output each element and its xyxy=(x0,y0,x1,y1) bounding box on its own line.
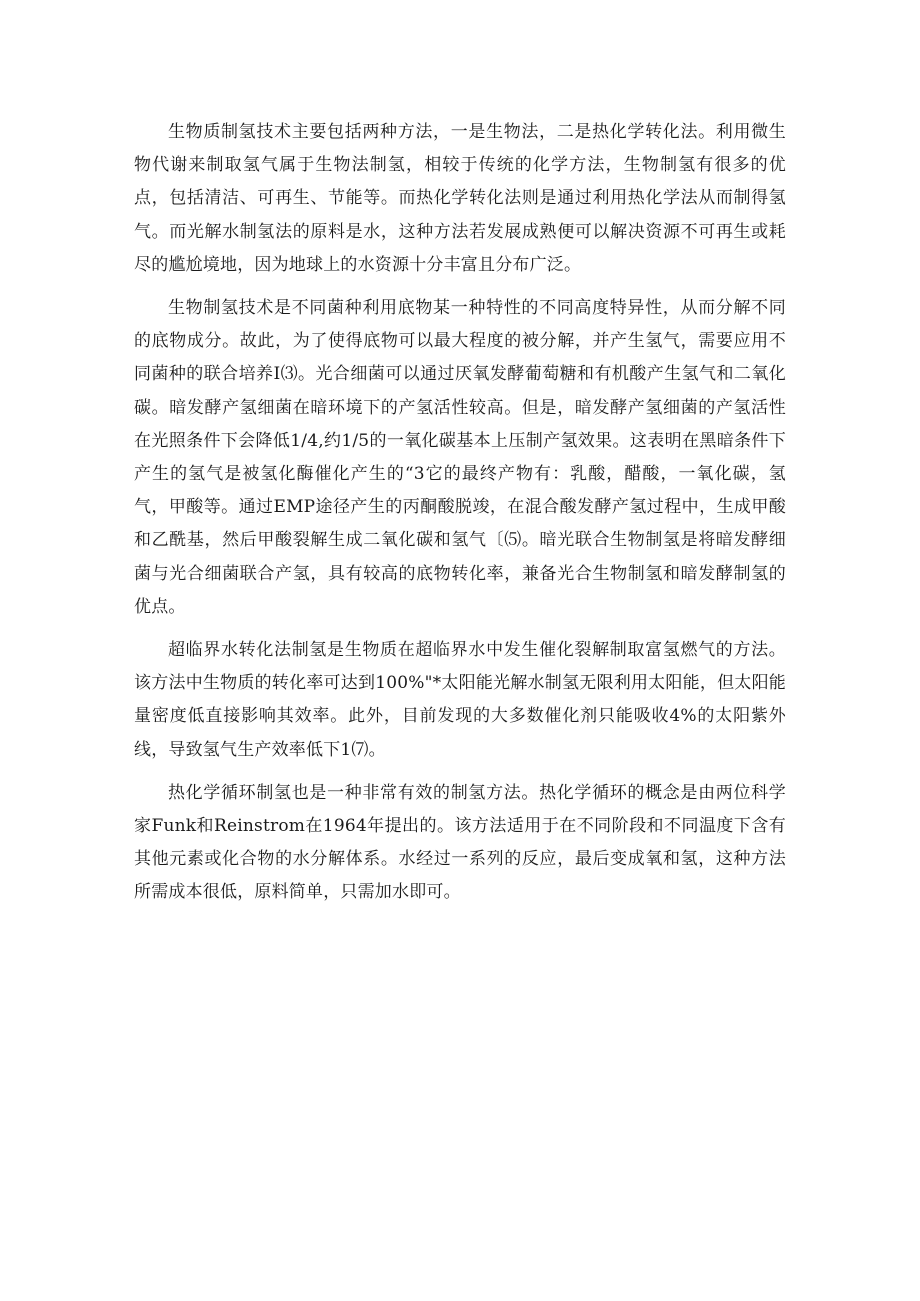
paragraph-2: 生物制氢技术是不同菌种利用底物某一种特性的不同高度特异性，从而分解不同的底物成分。故此，为了使得底物可以最大程度的被分解，并产生氢气，需要应用不同菌种的联合培养I⑶。光合细菌可以通过厌氧发酵葡萄糖和有机酸产生氢气和二氧化碳。暗发酵产氢细菌在暗环境下的产氢活性较高。但是，暗发酵产氢细菌的产氢活性在光照条件下会降低1/4,约1/5的一氧化碳基本上压制产氢效果。这表明在黑暗条件下产生的氢气是被氢化酶催化产生的“3它的最终产物有：乳酸，醋酸，一氧化碳，氢气，甲酸等。通过EMP途径产生的丙酮酸脱竣，在混合酸发酵产氢过程中，生成甲酸和乙酰基，然后甲酸裂解生成二氧化碳和氢气〔⑸。暗光联合生物制氢是将暗发酵细菌与光合细菌联合产氢，具有较高的底物转化率，兼备光合生物制氢和暗发酵制氢的优点。 xyxy=(134,298,786,617)
document-body xyxy=(134,116,786,920)
paragraph-4: 热化学循环制氢也是一种非常有效的制氢方法。热化学循环的概念是由两位科学家Funk和Reinstrom在1964年提出的。该方法适用于在不同阶段和不同温度下含有其他元素或化合物的水分解体系。水经过一系列的反应，最后变成氧和氢，这种方法所需成本很低，原料简单，只需加水即可。 xyxy=(134,782,786,903)
paragraph-1: 生物质制氢技术主要包括两种方法，一是生物法，二是热化学转化法。利用微生物代谢来制取氢气属于生物法制氢，相较于传统的化学方法，生物制氢有很多的优点，包括清洁、可再生、节能等。而热化学转化法则是通过利用热化学法从而制得氢气。而光解水制氢法的原料是水，这种方法若发展成熟便可以解决资源不可再生或耗尽的尴尬境地，因为地球上的水资源十分丰富且分布广泛。 xyxy=(134,122,786,275)
paragraph-3: 超临界水转化法制氢是生物质在超临界水中发生催化裂解制取富氢燃气的方法。该方法中生物质的转化率可达到100%"*太阳能光解水制氢无限利用太阳能，但太阳能量密度低直接影响其效率。此外，目前发现的大多数催化剂只能吸收4%的太阳紫外线，导致氢气生产效率低下1⑺。 xyxy=(134,640,786,760)
